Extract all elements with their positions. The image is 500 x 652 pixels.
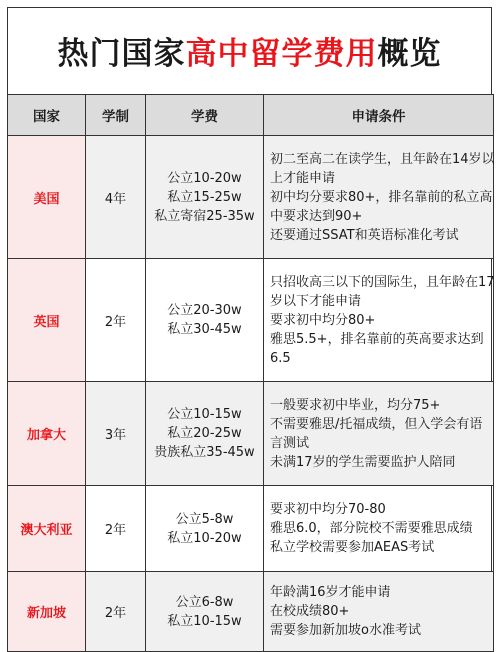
fee-line: 私立20-25w <box>167 426 242 441</box>
country-cell: 美国 <box>8 136 86 259</box>
condition-line: 要求初中均分70-80 <box>270 502 386 517</box>
fee-line: 公立10-15w <box>167 407 242 422</box>
country-cell: 澳大利亚 <box>8 486 86 572</box>
header-years: 学制 <box>86 95 146 136</box>
fee-cell <box>146 259 264 382</box>
condition-line: 言测试 <box>270 435 310 451</box>
fee-cell <box>146 382 264 486</box>
condition-line: 只招收高三以下的国际生，且年龄在17 <box>270 274 495 290</box>
years-cell: 3年 <box>86 382 146 486</box>
fee-line: 私立10-15w <box>167 613 242 629</box>
header-conditions: 申请条件 <box>264 95 494 136</box>
table-row <box>8 382 494 486</box>
country-cell: 英国 <box>8 259 86 382</box>
conditions-cell <box>264 136 494 259</box>
years-cell: 2年 <box>86 572 146 652</box>
condition-line: 上才能申请 <box>270 170 336 186</box>
fee-cell <box>146 486 264 572</box>
table-frame <box>7 7 495 638</box>
country-cell: 新加坡 <box>8 572 86 652</box>
condition-line: 中要求达到90+ <box>270 208 363 224</box>
years-cell: 4年 <box>86 136 146 259</box>
header-fee: 学费 <box>146 95 264 136</box>
header-country: 国家 <box>8 95 86 136</box>
table-row <box>8 259 494 382</box>
years-cell: 2年 <box>86 259 146 382</box>
condition-line: 6.5 <box>270 350 291 366</box>
condition-line: 需要参加新加坡o水准考试 <box>270 623 421 638</box>
table-row <box>8 572 494 652</box>
condition-line: 岁以下才能申请 <box>270 293 362 309</box>
fee-cell <box>146 572 264 652</box>
title-accent: 高中留学费用 <box>185 35 378 72</box>
condition-line: 不需要雅思/托福成绩，但入学会有语 <box>270 416 483 432</box>
condition-line: 雅思5.5+，排名靠前的英高要求达到 <box>270 331 484 347</box>
table-row <box>8 486 494 572</box>
years-cell: 2年 <box>86 486 146 572</box>
conditions-cell <box>264 572 494 652</box>
fee-cell <box>146 136 264 259</box>
condition-line: 初二至高二在读学生，且年龄在14岁以 <box>270 151 495 167</box>
condition-line: 雅思6.0，部分院校不需要雅思成绩 <box>270 521 473 536</box>
fee-line: 私立寄宿25-35w <box>154 208 255 224</box>
fee-line: 公立20-30w <box>167 303 242 318</box>
table-row <box>8 136 494 259</box>
conditions-cell <box>264 382 494 486</box>
title-tail: 概览 <box>377 35 442 72</box>
condition-line: 未满17岁的学生需要监护人陪同 <box>270 454 456 470</box>
condition-line: 一般要求初中毕业，均分75+ <box>270 397 441 413</box>
fee-line: 公立5-8w <box>175 511 234 527</box>
condition-line: 私立学校需要参加AEAS考试 <box>270 540 435 555</box>
condition-line: 还要通过SSAT和英语标准化考试 <box>270 227 459 243</box>
fee-line: 公立6-8w <box>175 594 234 610</box>
fee-line: 贵族私立35-45w <box>154 445 255 460</box>
fee-line: 私立10-20w <box>167 530 242 546</box>
conditions-cell <box>264 259 494 382</box>
fee-line: 私立15-25w <box>167 189 242 205</box>
condition-line: 年龄满16岁才能申请 <box>270 585 391 600</box>
country-cell: 加拿大 <box>8 382 86 486</box>
page-title <box>8 8 491 92</box>
condition-line: 要求初中均分80+ <box>270 312 376 328</box>
fee-line: 公立10-20w <box>167 170 242 186</box>
condition-line: 初中均分要求80+，排名靠前的私立高 <box>270 189 493 205</box>
fee-line: 私立30-45w <box>167 322 242 337</box>
title-main: 热门国家 <box>57 35 186 72</box>
fee-table <box>7 94 494 652</box>
condition-line: 在校成绩80+ <box>270 604 350 619</box>
conditions-cell <box>264 486 494 572</box>
table-header-row <box>8 95 494 136</box>
